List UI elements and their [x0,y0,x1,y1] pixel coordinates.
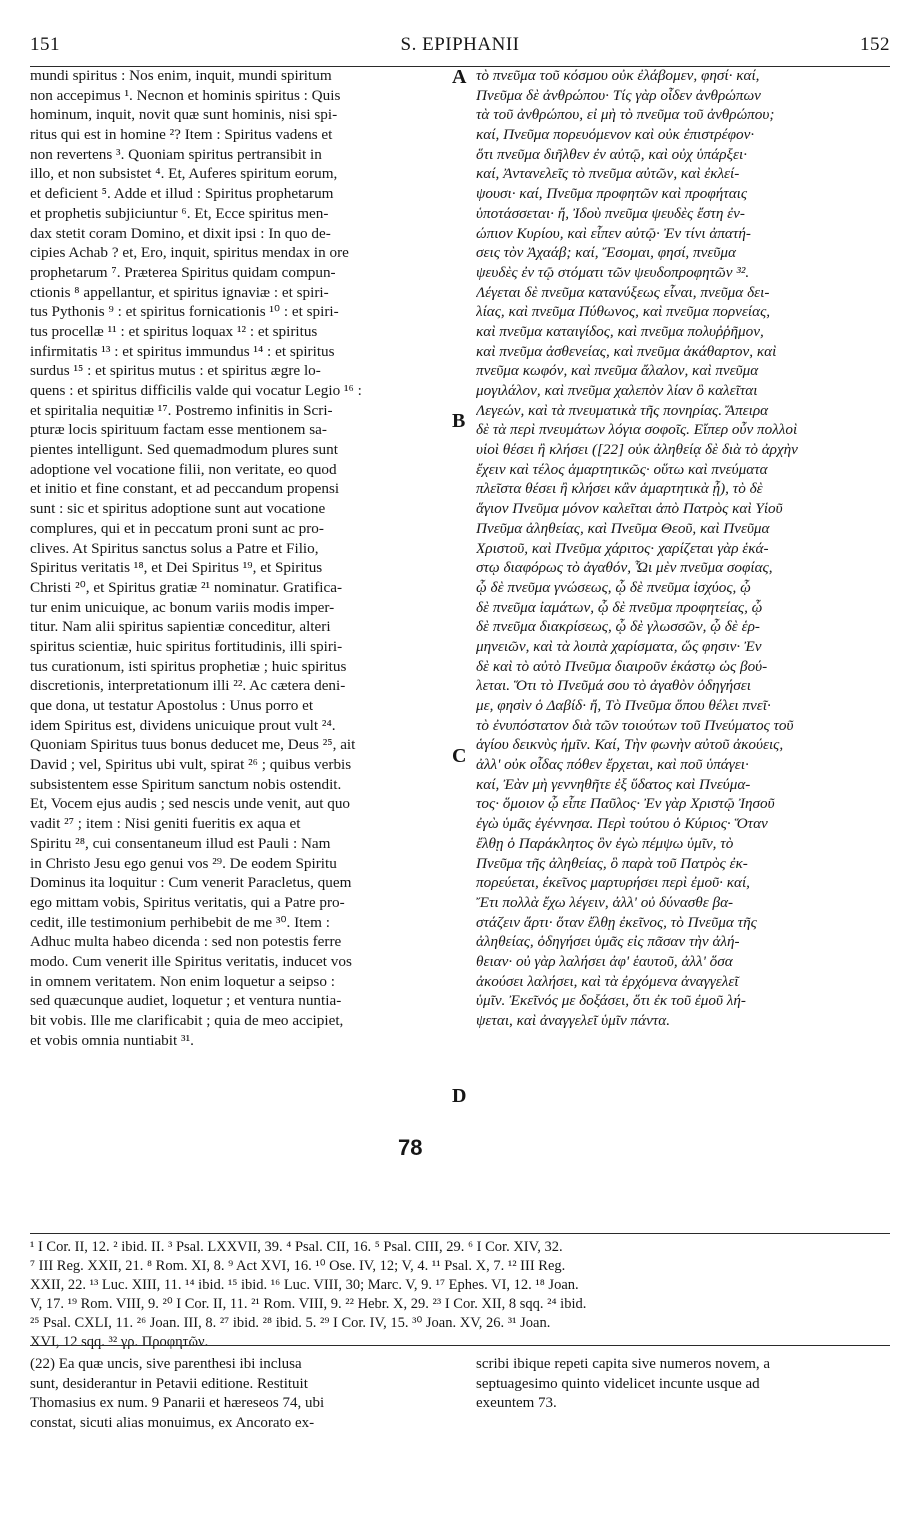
commentary-right [476,1355,886,1414]
page-number-left: 151 [30,34,60,55]
greek-text-line: Λέγεται δὲ πνεῦμα κατανύξεως εἶναι, πνεῦμα δει- [476,283,770,301]
greek-text-line: ἀλλ' οὐκ οἶδας πόθεν ἔρχεται, καὶ ποῦ ὑπάγει· [476,756,749,774]
commentary-line: septuagesimo quinto videlicet incunte usque ad [476,1375,760,1392]
greek-text-line: Πνεῦμα τῆς ἀληθείας, ὃ παρὰ τοῦ Πατρὸς ἐκ- [476,854,748,872]
commentary-line: sunt, desiderantur in Petavii editione. Restituit [30,1375,308,1392]
greek-text-line: δὲ καὶ τὸ αὐτὸ Πνεῦμα διαιροῦν ἑκάστῳ ὡς βού- [476,657,768,675]
latin-text-line: pientes intelligunt. Sed quemadmodum plures sunt [30,441,338,459]
greek-text-line: ψουσι· καί, Πνεῦμα προφητῶν καὶ προφήταις [476,185,748,203]
greek-text-line: τος· ὅμοιον ᾧ εἶπε Παῦλος· Ἐν γὰρ Χριστῷ Ἰησοῦ [476,795,775,813]
commentary-line: scribi ibique repeti capita sive numeros novem, a [476,1356,771,1372]
section-marker-c: C [452,745,467,767]
greek-text-line: ὑμῖν. Ἐκεῖνός με δοξάσει, ὅτι ἐκ τοῦ ἐμοῦ λή- [476,992,746,1010]
latin-text-line: ctionis ⁸ appellantur, et spiritus ignaviæ : et spiri- [30,283,329,301]
commentary-line: (22) Ea quæ uncis, sive parenthesi ibi inclusa [30,1356,302,1372]
greek-text-line: καὶ πνεῦμα ἀσθενείας, καὶ πνεῦμα ἀκάθαρτον, καὶ [476,342,777,360]
greek-text-line: τὸ ἐνυπόστατον διὰ τῶν τοιούτων τοῦ Πνεύματος τοῦ [476,716,794,734]
latin-text-line: hominum, inquit, novit quæ sunt hominis, nisi spi- [30,106,338,124]
latin-text-line: Et, Vocem ejus audis ; sed nescis unde venit, aut quo [30,795,351,813]
greek-text-line: ἀληθείας, ὁδηγήσει ὑμᾶς εἰς πᾶσαν τὴν ἀλή- [476,933,740,951]
latin-text-line: cedit, ille testimonium perhibebit de me ³⁰. Item : [30,913,330,931]
greek-text-line: λεται. Ὅτι τὸ Πνεῦμά σου τὸ ἀγαθὸν ὁδηγήσει [476,677,751,695]
greek-text-line: πνεῦμα κωφόν, καὶ πνεῦμα ἄλαλον, καὶ πνεῦμα [476,362,759,380]
footnote-line: ¹ I Cor. II, 12. ² ibid. II. ³ Psal. LXXVII, 39. ⁴ Psal. CII, 16. ⁵ Psal. CIII, 29. ⁶ I Cor. XIV, 32. [30,1239,563,1255]
latin-text-line: vadit ²⁷ ; item : Nisi geniti fueritis ex aqua et [30,815,301,833]
greek-text-line: με, φησὶν ὁ Δαβίδ· ἤ, Τὸ Πνεῦμα ὅπου θέλει πνεῖ· [476,697,771,714]
latin-text-line: tus Pythonis ⁹ : et spiritus fornicationis ¹⁰ : et spiri- [30,303,339,321]
commentary-line: Thomasius ex num. 9 Panarii et hæreseos 74, ubi [30,1395,325,1411]
greek-column [476,66,886,1031]
footnotes [30,1233,890,1352]
latin-text-line: tur enim unicuique, ac bonum variis modis imper- [30,598,335,616]
latin-text-line: quens : et spiritus difficilis valde qui vocatur Legio ¹⁶ : [30,382,362,399]
latin-text-line: surdus ¹⁵ : et spiritus mutus : et spiritus ægre lo- [30,362,321,380]
latin-text-line: clives. At Spiritus sanctus solus a Patre et Filio, [30,539,319,557]
latin-text-line: et spiritalia nequitiæ ¹⁷. Postremo infinitis in Scri- [30,401,333,419]
latin-text-line: pturæ locis spirituum factam esse mentionem sa- [30,421,327,439]
page-number-right: 152 [860,34,890,55]
greek-text-line: στῳ διαφόρως τὸ ἀγαθόν, Ὧι μὲν πνεῦμα σοφίας, [476,559,773,577]
footnote-line: V, 17. ¹⁹ Rom. VIII, 9. ²⁰ I Cor. II, 11. ²¹ Rom. VIII, 9. ²² Hebr. X, 29. ²³ I Cor. XII, 8 sqq. ²⁴ ibid. [30,1296,587,1312]
greek-text-line: Λεγεών, καὶ τὰ πνευματικὰ τῆς πονηρίας. Ἄπειρα [476,401,769,419]
latin-text-line: discretionis, interpretationum illi ²². Ac cætera deni- [30,677,346,695]
greek-text-line: σεις τὸν Ἀχαάβ; καί, Ἔσομαι, φησί, πνεῦμα [476,244,736,262]
greek-text-line: ψευδὲς ἐν τῷ στόματι τῶν ψευδοπροφητῶν ³². [476,263,750,281]
greek-text-line: πορεύεται, ἐκεῖνος μαρτυρήσει περὶ ἐμοῦ· καί, [476,874,750,892]
greek-text-line: ἀκούσει λαλήσει, καὶ τὰ ἐρχόμενα ἀναγγελεῖ [476,972,739,990]
latin-column [30,66,450,1050]
greek-text-line: Χριστοῦ, καὶ Πνεῦμα χάριτος· χαρίζεται γὰρ ἑκά- [476,539,769,557]
latin-text-line: idem Spiritus est, dividens unicuique prout vult ²⁴. [30,716,336,734]
commentary-line: constat, sicuti alias monuimus, ex Ancorato ex- [30,1414,315,1431]
latin-text-line: dax stetit coram Domino, et dixit ipsi : In quo de- [30,224,331,242]
latin-text-line: Adhuc multa habeo dicenda : sed non potestis ferre [30,933,342,951]
greek-text-line: ἅγιον Πνεῦμα μόνον καλεῖται ἀπὸ Πατρὸς καὶ Υἱοῦ [476,500,783,518]
greek-text-line: καὶ πνεῦμα καταιγίδος, καὶ πνεῦμα πολυῤῥῆμον, [476,322,764,340]
latin-text-line: sed quæcunque audiet, loquetur ; et ventura nuntia- [30,992,342,1010]
latin-text-line: illo, et non subsistet ⁴. Et, Auferes spiritum eorum, [30,165,338,183]
footnote-line: XXII, 22. ¹³ Luc. XIII, 11. ¹⁴ ibid. ¹⁵ ibid. ¹⁶ Luc. VIII, 30; Marc. V, 9. ¹⁷ Ephes. VI, 12. ¹⁸ Joan. [30,1277,579,1293]
latin-text-line: modo. Cum venerit ille Spiritus veritatis, inducet vos [30,952,352,970]
latin-text-line: Spiritus veritatis ¹⁸, et Dei Spiritus ¹⁹, et Spiritus [30,559,323,577]
page-header [30,34,890,67]
latin-text-line: subsistentem esse Spiritum sanctum nobis ostendit. [30,775,342,793]
greek-text-line: ἁγίου δεικνὺς ἡμῖν. Καί, Τὴν φωνὴν αὐτοῦ ἀκούεις, [476,736,784,754]
latin-text-line: et prophetis subjiciuntur ⁶. Et, Ecce spiritus men- [30,204,329,222]
latin-text-line: et deficient ⁵. Adde et illud : Spiritus prophetarum [30,185,334,203]
latin-text-line: David ; vel, Spiritus ubi vult, spirat ²⁶ ; quibus verbis [30,756,352,774]
section-marker-a: A [452,66,467,88]
greek-text-line: Ἔτι πολλὰ ἔχω λέγειν, ἀλλ' οὐ δύνασθε βα- [476,893,734,911]
latin-text-line: Quoniam Spiritus tuus bonus deducet me, Deus ²⁵, ait [30,736,356,754]
greek-text-line: καί, Ἐὰν μὴ γεννηθῆτε ἐξ ὕδατος καὶ Πνεύμα- [476,775,751,793]
latin-text-line: sunt : sic et spiritus adoptione sunt aut vocatione [30,500,326,518]
latin-text-line: non revertens ³. Quoniam spiritus pertransibit in [30,145,322,163]
greek-text-line: ᾧ δὲ πνεῦμα γνώσεως, ᾧ δὲ πνεῦμα ἰσχύος, ᾧ [476,578,751,596]
greek-text-line: πλεῖστα θέσει ἢ κλήσει κἂν ἁμαρτητικὰ ᾖ), τὸ δὲ [476,480,763,498]
latin-text-line: ritus qui est in homine ²? Item : Spiritus vadens et [30,126,333,144]
margin-page-number: 78 [398,1135,423,1160]
greek-text-line: δὲ πνεῦμα ἰαμάτων, ᾧ δὲ πνεῦμα προφητείας, ᾧ [476,598,763,616]
latin-text-line: non accepimus ¹. Necnon et hominis spiritus : Quis [30,86,341,104]
greek-text-line: Πνεῦμα δὲ ἀνθρώπου· Τίς γὰρ οἶδεν ἀνθρώπων [476,86,761,104]
greek-text-line: λίας, καὶ πνεῦμα Πύθωνος, καὶ πνεῦμα πορνείας, [476,303,771,321]
latin-text-line: tus curationum, isti spiritus prophetiæ ; huic spiritus [30,657,347,675]
commentary-left [30,1355,450,1433]
latin-text-line: in omnem veritatem. Non enim loquetur a seipso : [30,972,335,990]
greek-text-line: ψεται, καὶ ἀναγγελεῖ ὑμῖν πάντα. [476,1012,671,1029]
latin-text-line: Dominus ita loquitur : Cum venerit Paracletus, quem [30,874,352,892]
greek-text-line: τὸ πνεῦμα τοῦ κόσμου οὐκ ἐλάβομεν, φησί· καί, [476,67,760,84]
latin-text-line: que dona, ut testatur Apostolus : Unus porro et [30,697,314,714]
greek-text-line: Πνεῦμα ἀληθείας, καὶ Πνεῦμα Θεοῦ, καὶ Πνεῦμα [476,519,770,537]
greek-text-line: ἐγὼ ὑμᾶς ἐγέννησα. Περὶ τούτου ὁ Κύριος· Ὅταν [476,815,768,833]
commentary-line: exeuntem 73. [476,1395,557,1411]
greek-text-line: μογιλάλον, καὶ πνεῦμα χαλεπὸν λίαν ὃ καλεῖται [476,382,758,399]
footnote-line: ⁷ III Reg. XXII, 21. ⁸ Rom. XI, 8. ⁹ Act XVI, 16. ¹⁰ Ose. IV, 12; V, 4. ¹¹ Psal. X, 7. ¹² III Reg. [30,1258,566,1274]
greek-text-line: υἱοὶ θέσει ἢ κλήσει ([22] οὐκ ἀληθείᾳ δὲ διὰ τὸ ἀρχὴν [476,441,798,459]
section-marker-d: D [452,1085,467,1107]
greek-text-line: καί, Πνεῦμα πορευόμενον καὶ οὐκ ἐπιστρέφον· [476,126,755,144]
latin-text-line: complures, qui et in peccatum proni sunt ac pro- [30,519,324,537]
greek-text-line: δὲ πνεῦμα διακρίσεως, ᾧ δὲ γλωσσῶν, ᾧ δὲ ἑρ- [476,618,760,636]
latin-text-line: cipies Achab ? et, Ero, inquit, spiritus mendax in ore [30,244,349,262]
greek-text-line: ἔχειν καὶ τέλος ἁμαρτητικῶς· οὕτω καὶ πνεύματα [476,460,768,478]
latin-text-line: mundi spiritus : Nos enim, inquit, mundi spiritum [30,67,332,84]
latin-text-line: infirmitatis ¹³ : et spiritus immundus ¹⁴ : et spiritus [30,342,335,360]
latin-text-line: bit vobis. Ille me clarificabit ; quia de meo accipiet, [30,1012,344,1029]
greek-text-line: καί, Ἀντανελεῖς τὸ πνεῦμα αὐτῶν, καὶ ἐκλεί- [476,165,740,183]
latin-text-line: tus procellæ ¹¹ : et spiritus loquax ¹² : et spiritus [30,322,318,340]
greek-text-line: θειαν· οὐ γὰρ λαλήσει ἀφ' ἑαυτοῦ, ἀλλ' ὅσα [476,952,733,970]
footnote-line: XVI, 12 sqq. ³² γρ. Προφητῶν. [30,1334,209,1350]
footnote-divider [30,1345,890,1346]
page-title: S. EPIPHANII [400,34,520,55]
latin-text-line: in Christo Jesu ego genui vos ²⁹. De eodem Spiritu [30,854,337,872]
section-marker-b: B [452,410,466,432]
greek-text-line: ώπιον Κυρίου, καὶ εἶπεν αὐτῷ· Ἐν τίνι ἀπατή- [476,224,751,242]
greek-text-line: στάζειν ἄρτι· ὅταν ἔλθῃ ἐκεῖνος, τὸ Πνεῦμα τῆς [476,913,757,931]
latin-text-line: titur. Nam alii spiritus sapientiæ conceditur, alteri [30,618,331,636]
latin-text-line: Christi ²⁰, et Spiritus gratiæ ²¹ nominatur. Gratifica- [30,578,343,596]
latin-text-line: Spiritu ²⁸, cui consentaneum illud est Pauli : Nam [30,834,331,852]
latin-text-line: adoptione vel vocatione filii, non veritate, eo quod [30,460,337,478]
greek-text-line: ὑποτάσσεται· ἤ, Ἰδοὺ πνεῦμα ψευδὲς ἔστη ἐν- [476,204,745,222]
greek-text-line: μηνειῶν, καὶ τὰ λοιπὰ χαρίσματα, ὥς φησιν· Ἐν [476,637,762,655]
latin-text-line: prophetarum ⁷. Præterea Spiritus quidam compun- [30,263,336,281]
greek-text-line: τὰ τοῦ ἀνθρώπου, εἰ μὴ τὸ πνεῦμα τοῦ ἀνθρώπου; [476,106,775,124]
greek-text-line: ἔλθῃ ὁ Παράκλητος ὃν ἐγὼ πέμψω ὑμῖν, τὸ [476,834,734,852]
latin-text-line: et vobis omnia nuntiabit ³¹. [30,1031,194,1049]
greek-text-line: δὲ τὰ περὶ πνευμάτων λόγια σοφοῖς. Εἴπερ οὖν πολλοὶ [476,421,798,439]
latin-text-line: et initio et fine constant, et ad peccandum propensi [30,480,340,498]
footnote-line: ²⁵ Psal. CXLI, 11. ²⁶ Joan. III, 8. ²⁷ ibid. ²⁸ ibid. 5. ²⁹ I Cor. IV, 15. ³⁰ Joan. XV, 26. ³¹ Joan. [30,1315,551,1331]
greek-text-line: ὅτι πνεῦμα διῆλθεν ἐν αὐτῷ, καὶ οὐχ ὑπάρξει· [476,145,748,163]
latin-text-line: ego mittam vobis, Spiritus veritatis, qui a Patre pro- [30,893,345,911]
latin-text-line: spiritus scientiæ, huic spiritus fortitudinis, illi spiri- [30,637,343,655]
